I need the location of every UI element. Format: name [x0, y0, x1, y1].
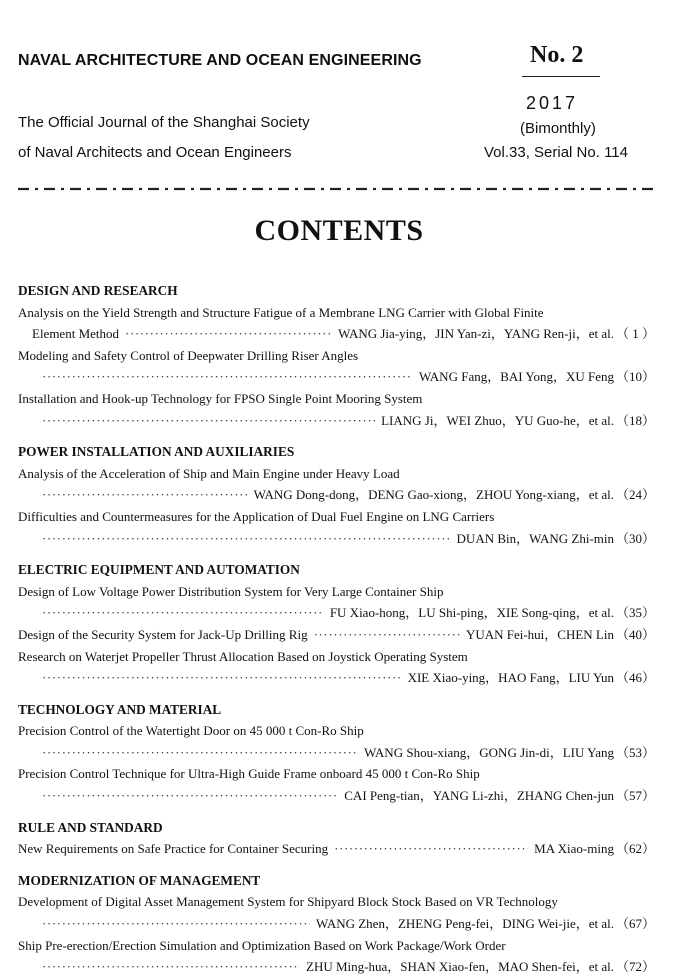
toc-entry-detail [18, 323, 655, 345]
article-title: Design of the Security System for Jack-Up Drilling Rig [18, 626, 308, 642]
page-number: （ 1 ） [615, 326, 655, 342]
dot-leader [42, 528, 451, 550]
issue-year: 2017 [526, 93, 579, 113]
contents-heading: CONTENTS [254, 214, 424, 247]
toc-entry[interactable] [18, 838, 655, 860]
page-number: （72） [615, 959, 655, 975]
publication-frequency: (Bimonthly) [520, 120, 596, 137]
section-heading: RULE AND STANDARD [18, 819, 163, 835]
toc-entry-detail [18, 410, 655, 432]
table-of-contents [18, 280, 655, 978]
dot-leader [125, 323, 332, 345]
toc-entry-detail [18, 667, 655, 689]
issue-number: No. 2 [530, 42, 584, 68]
article-title[interactable]: Precision Control of the Watertight Door on 45 000 t Con-Ro Ship [18, 723, 364, 739]
toc-entry-detail [18, 742, 655, 764]
toc-section [18, 441, 655, 549]
toc-entry-detail [18, 956, 655, 978]
dot-leader [42, 602, 324, 624]
article-title[interactable]: Difficulties and Countermeasures for the Application of Dual Fuel Engine on LNG Carriers [18, 508, 495, 524]
page-number: （67） [615, 916, 655, 932]
article-title[interactable]: Modeling and Safety Control of Deepwater Drilling Riser Angles [18, 347, 359, 363]
article-authors: WANG Jia-ying，JIN Yan-zi，YANG Ren-ji，et al. [338, 326, 614, 342]
toc-entry[interactable] [18, 624, 655, 646]
dot-leader [42, 484, 248, 506]
page-number: （35） [615, 605, 655, 621]
dot-leader [42, 742, 358, 764]
article-authors: YUAN Fei-hui，CHEN Lin [465, 626, 614, 642]
dot-leader [314, 624, 460, 646]
journal-subtitle-line1: The Official Journal of the Shanghai Society [18, 114, 310, 131]
toc-entry-detail [18, 528, 655, 550]
article-title: New Requirements on Safe Practice for Container Securing [18, 841, 329, 857]
toc-section [18, 817, 655, 860]
article-title[interactable]: Precision Control Technique for Ultra-High Guide Frame onboard 45 000 t Con-Ro Ship [18, 766, 480, 782]
article-title[interactable]: Analysis on the Yield Strength and Structure Fatigue of a Membrane LNG Carrier with Global Finite [18, 304, 544, 320]
section-heading: TECHNOLOGY AND MATERIAL [18, 701, 222, 717]
toc-section [18, 280, 655, 431]
page-number: （30） [615, 530, 655, 546]
article-authors: WANG Shou-xiang，GONG Jin-di，LIU Yang [364, 744, 614, 760]
article-authors: MA Xiao-ming [534, 841, 614, 857]
page-number: （53） [615, 744, 655, 760]
toc-section [18, 559, 655, 689]
section-heading: POWER INSTALLATION AND AUXILIARIES [18, 444, 295, 460]
article-title-continued: Element Method [32, 326, 120, 342]
page-number: （10） [615, 369, 655, 385]
article-authors: FU Xiao-hong，LU Shi-ping，XIE Song-qing，et al. [329, 605, 614, 621]
article-title[interactable]: Analysis of the Acceleration of Ship and Main Engine under Heavy Load [18, 465, 400, 481]
page-number: （57） [615, 788, 655, 804]
toc-entry-detail [18, 484, 655, 506]
dot-leader [42, 913, 310, 935]
toc-entry-detail [18, 366, 655, 388]
article-authors: WANG Dong-dong，DENG Gao-xiong，ZHOU Yong-xiang，et al. [253, 487, 614, 503]
section-heading: ELECTRIC EQUIPMENT AND AUTOMATION [18, 562, 300, 578]
article-authors: LIANG Ji，WEI Zhuo，YU Guo-he，et al. [381, 412, 614, 428]
page-number: （18） [615, 412, 655, 428]
page-number: （46） [615, 670, 655, 686]
section-heading: MODERNIZATION OF MANAGEMENT [18, 872, 261, 888]
article-title[interactable]: Research on Waterjet Propeller Thrust Allocation Based on Joystick Operating System [18, 648, 468, 664]
dot-leader [42, 410, 375, 432]
article-authors: WANG Zhen，ZHENG Peng-fei，DING Wei-jie，et al. [315, 916, 614, 932]
page-number: （40） [615, 626, 655, 642]
dot-leader [42, 667, 402, 689]
article-title[interactable]: Design of Low Voltage Power Distribution System for Very Large Container Ship [18, 583, 444, 599]
dot-leader [334, 838, 528, 860]
dot-leader [42, 366, 413, 388]
volume-serial: Vol.33, Serial No. 114 [484, 144, 628, 161]
article-authors: CAI Peng-tian，YANG Li-zhi，ZHANG Chen-jun [344, 788, 614, 804]
article-authors: DUAN Bin，WANG Zhi-min [456, 530, 614, 546]
dot-leader [42, 956, 300, 978]
journal-title: NAVAL ARCHITECTURE AND OCEAN ENGINEERING [18, 52, 422, 69]
toc-entry-detail [18, 785, 655, 807]
dot-leader [42, 785, 338, 807]
article-title[interactable]: Installation and Hook-up Technology for FPSO Single Point Mooring System [18, 390, 423, 406]
article-title[interactable]: Development of Digital Asset Management System for Shipyard Block Stock Based on VR Technology [18, 894, 558, 910]
dash-dot-divider [18, 187, 653, 191]
toc-entry-detail [18, 602, 655, 624]
toc-entry-detail [18, 913, 655, 935]
issue-underline [522, 76, 600, 77]
article-title[interactable]: Ship Pre-erection/Erection Simulation and Optimization Based on Work Package/Work Order [18, 937, 506, 953]
toc-section [18, 699, 655, 807]
page-number: （24） [615, 487, 655, 503]
journal-subtitle-line2: of Naval Architects and Ocean Engineers [18, 144, 292, 161]
page-number: （62） [615, 841, 655, 857]
article-authors: WANG Fang，BAI Yong，XU Feng [418, 369, 614, 385]
article-authors: XIE Xiao-ying，HAO Fang，LIU Yun [407, 670, 614, 686]
article-authors: ZHU Ming-hua，SHAN Xiao-fen，MAO Shen-fei，et al. [306, 959, 614, 975]
section-heading: DESIGN AND RESEARCH [18, 283, 178, 298]
